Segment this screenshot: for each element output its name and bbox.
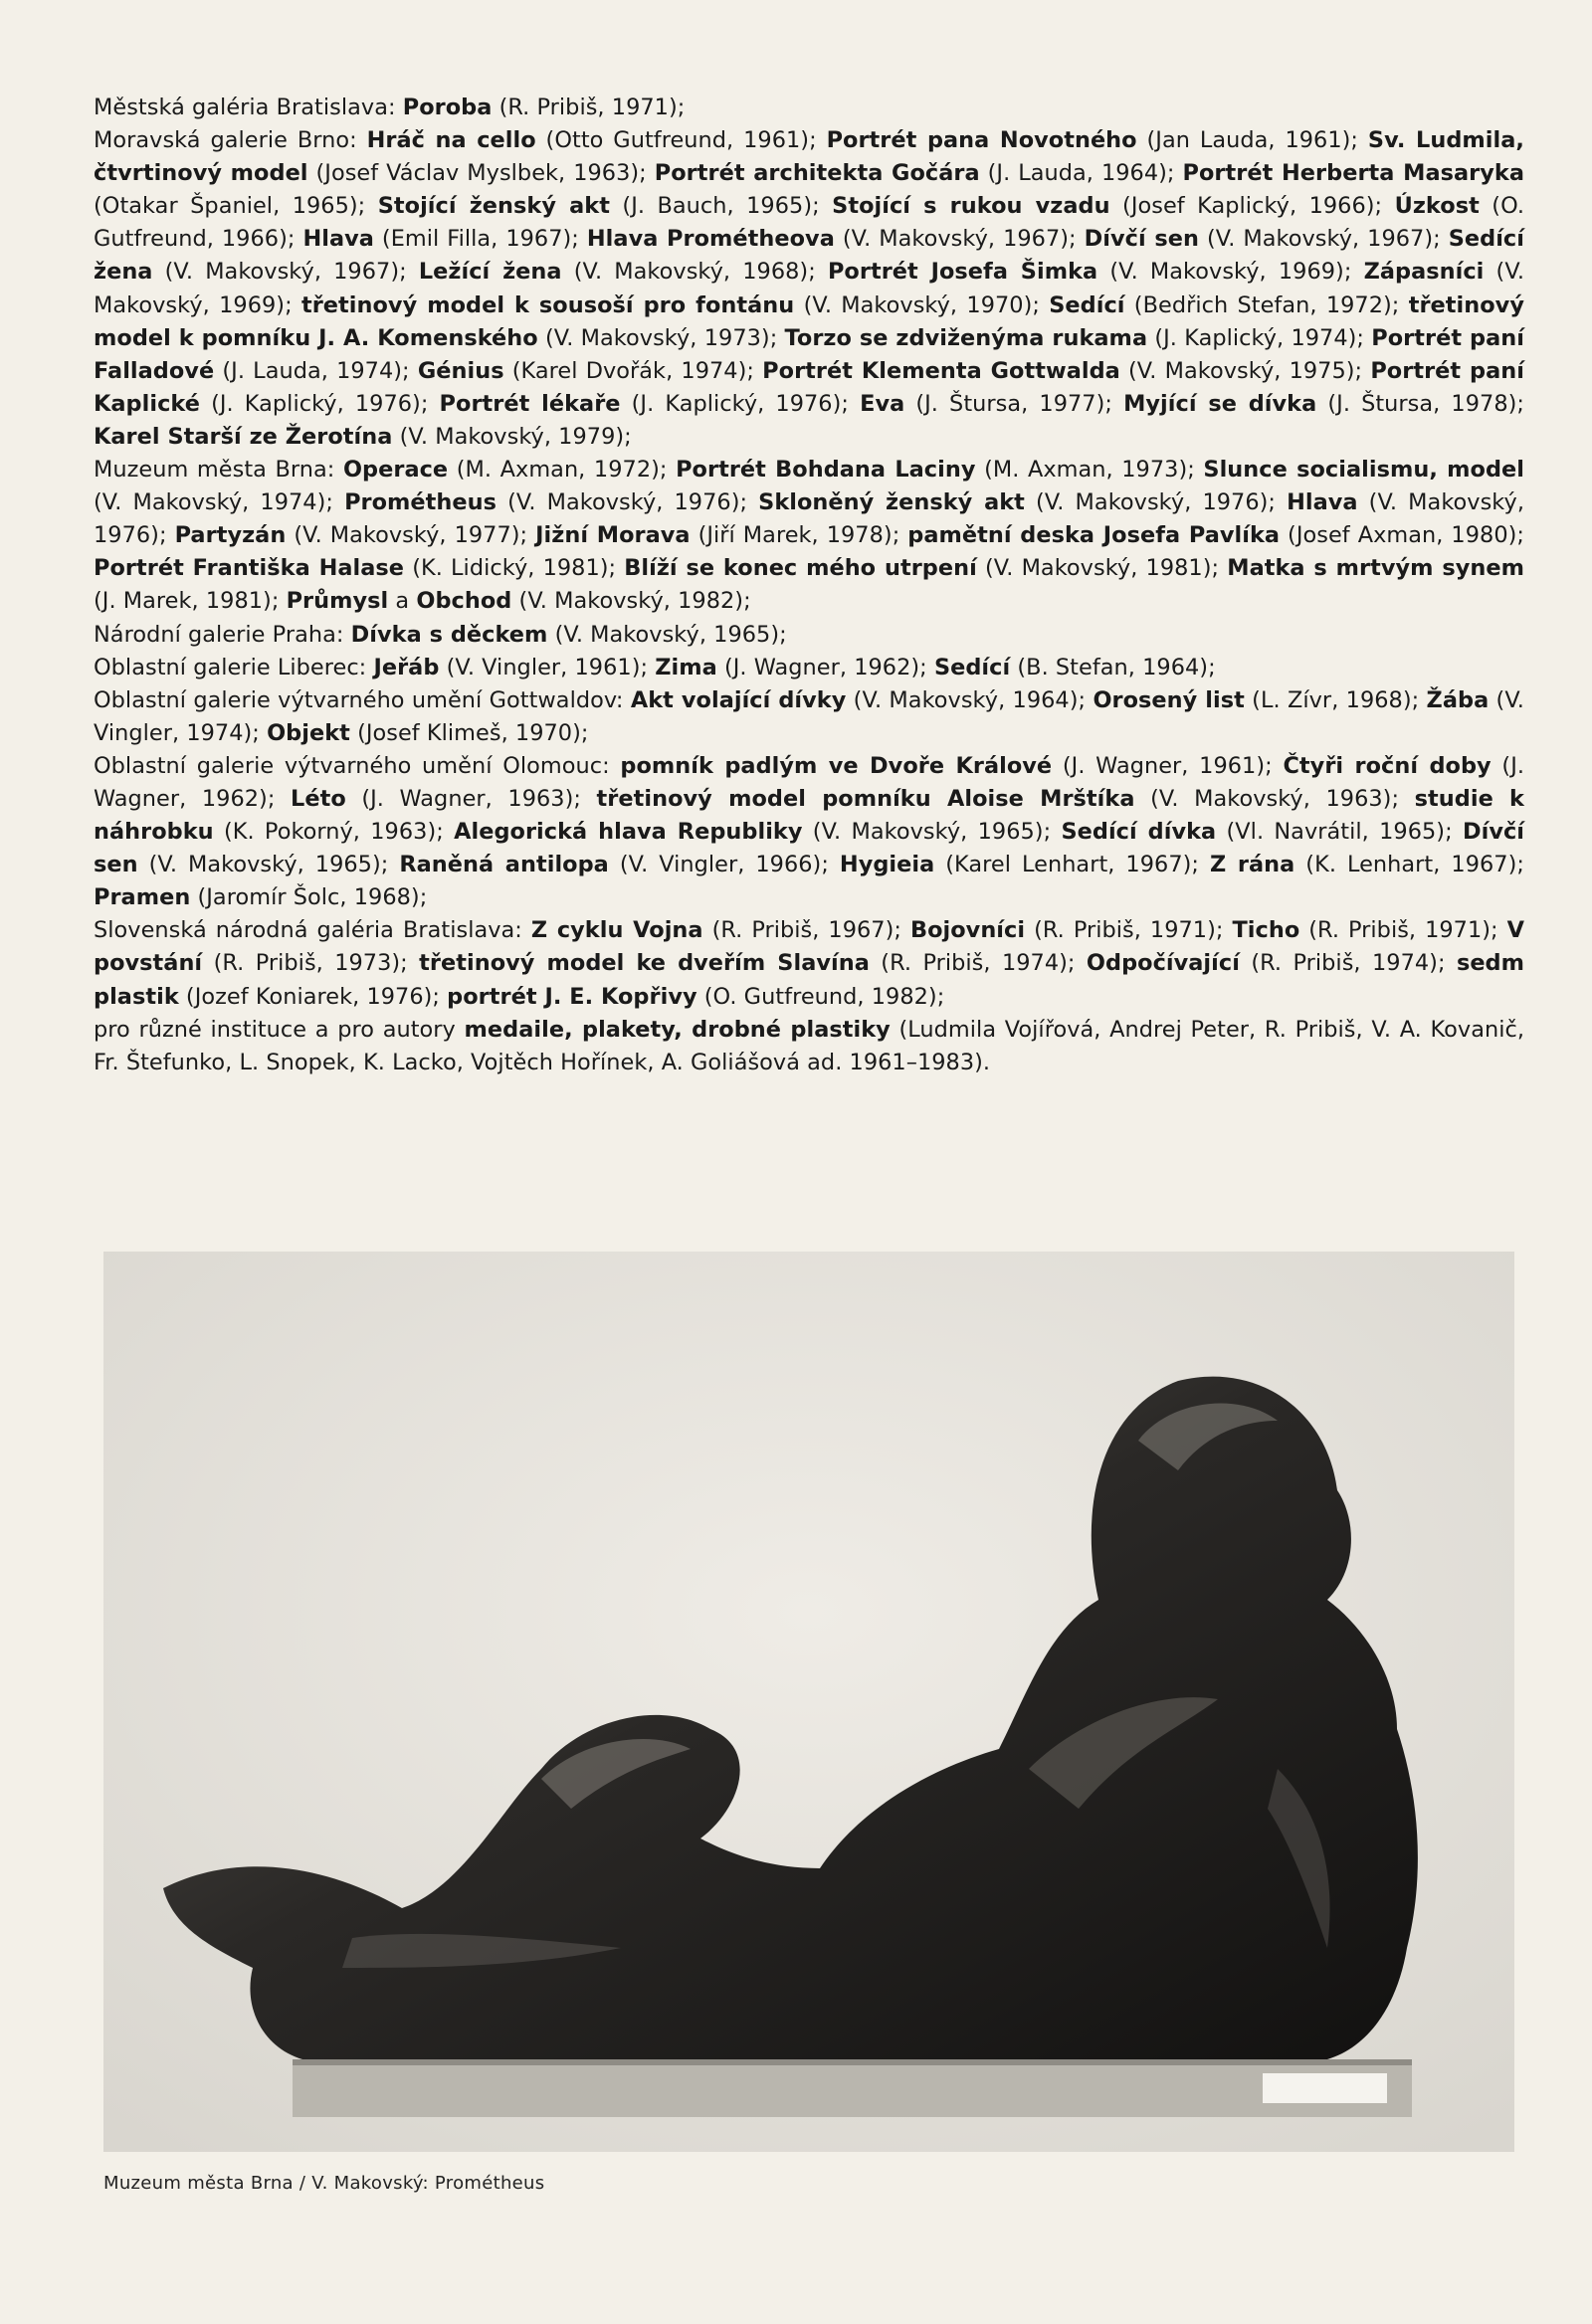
plinth-label — [1263, 2073, 1387, 2103]
entry-text: (V. Makovský, 1976); — [497, 489, 759, 516]
entry-text: Oblastní galerie výtvarného umění Gottwaldov: — [94, 686, 631, 713]
work-title: Raněná antilopa — [399, 852, 609, 878]
entry-text: (J. Kaplický, 1974); — [1147, 324, 1372, 351]
work-title: Portrét Klementa Gottwalda — [762, 357, 1120, 384]
entry-text: (L. Zívr, 1968); — [1244, 686, 1427, 713]
work-title: Operace — [342, 457, 449, 484]
entry-text: (R. Pribiš, 1974); — [1239, 950, 1457, 977]
entry-text: (Otakar Španiel, 1965); — [94, 193, 378, 220]
work-title: Hlava Prométheova — [586, 226, 835, 253]
catalogue-text — [94, 92, 1524, 1079]
work-title: Portrét Františka Halase — [94, 555, 405, 582]
entry-text: (J. Bauch, 1965); — [609, 193, 833, 220]
work-title: Alegorická hlava Republiky — [454, 819, 803, 846]
entry-text: (Jiří Marek, 1978); — [690, 522, 908, 549]
entry-text: (J. Wagner, 1963); — [345, 785, 597, 812]
work-title: Portrét paní Kaplické — [94, 357, 1524, 417]
work-title: Portrét pana Novotného — [826, 127, 1137, 154]
work-title: pamětní deska Josefa Pavlíka — [907, 522, 1281, 549]
entry-text: (Vl. Navrátil, 1965); — [1216, 819, 1463, 846]
entry-text: (R. Pribiš, 1967); — [702, 917, 910, 944]
entry-text: (Ludmila Vojířová, Andrej Peter, R. Pribiš, V. A. Kovanič, Fr. Štefunko, L. Snopek, K. Lacko, Vojtěch Hořínek, A. Goliášová ad. 1961–1983). — [94, 1016, 1524, 1075]
work-title: Z cyklu Vojna — [530, 917, 703, 944]
entry-text: (J. Lauda, 1964); — [979, 160, 1183, 187]
work-title: Portrét Herberta Masaryka — [1182, 160, 1524, 187]
entry-text: (V. Vingler, 1974); — [94, 686, 1524, 746]
work-title: Dívčí sen — [94, 819, 1525, 878]
entry-text: (V. Makovský, 1975); — [1119, 357, 1371, 384]
work-title: medaile, plakety, drobné plastiky — [464, 1016, 891, 1043]
catalogue-entry — [94, 92, 1524, 124]
work-title: Eva — [860, 390, 905, 417]
entry-text: (K. Lenhart, 1967); — [1294, 852, 1524, 878]
work-title: Čtyři roční doby — [1283, 752, 1492, 779]
entry-text: (V. Vingler, 1966); — [608, 852, 840, 878]
entry-text: Oblastní galerie výtvarného umění Olomouc: — [94, 752, 621, 779]
entry-text: (V. Makovský, 1967); — [834, 226, 1085, 253]
work-title: Hlava — [302, 226, 374, 253]
entry-text: (R. Pribiš, 1971); — [1025, 917, 1233, 944]
entry-text: Muzeum města Brna: — [94, 457, 343, 484]
entry-text: (J. Wagner, 1962); — [716, 654, 934, 680]
entry-text: (Otto Gutfreund, 1961); — [535, 127, 827, 154]
work-title: studie k náhrobku — [94, 785, 1524, 846]
entry-text: (Karel Lenhart, 1967); — [934, 852, 1210, 878]
entry-text: (J. Štursa, 1977); — [904, 390, 1124, 417]
photo-caption: Muzeum města Brna / V. Makovský: Prométheus — [103, 2173, 545, 2194]
work-title: Hygieia — [839, 852, 935, 878]
entry-text: (V. Makovský, 1967); — [1198, 226, 1449, 253]
work-title: pomník padlým ve Dvoře Králové — [620, 752, 1053, 779]
entry-text: pro různé instituce a pro autory — [94, 1016, 465, 1043]
work-title: Portrét Bohdana Laciny — [676, 457, 976, 484]
work-title: Ležící žena — [418, 259, 562, 286]
entry-text: (Bedřich Stefan, 1972); — [1124, 291, 1409, 318]
entry-text: (J. Kaplický, 1976); — [200, 390, 440, 417]
work-title: Z rána — [1209, 852, 1295, 878]
entry-text: (Josef Václav Myslbek, 1963); — [307, 160, 655, 187]
entry-text: (V. Makovský, 1970); — [794, 291, 1050, 318]
work-title: Obchod — [416, 588, 512, 615]
entry-text: (V. Makovský, 1965); — [137, 852, 400, 878]
entry-text: (V. Makovský, 1969); — [1097, 259, 1364, 286]
entry-text: Moravská galerie Brno: — [94, 127, 367, 154]
work-title: Myjící se dívka — [1123, 390, 1317, 417]
entry-text: (V. Makovský, 1981); — [976, 555, 1228, 582]
work-title: Stojící s rukou vzadu — [832, 193, 1110, 220]
entry-text: (J. Lauda, 1974); — [214, 357, 418, 384]
catalogue-entry — [94, 914, 1524, 1013]
work-title: Blíží se konec mého utrpení — [624, 555, 977, 582]
entry-text: (R. Pribiš, 1971); — [492, 95, 686, 120]
entry-text: Slovenská národná galéria Bratislava: — [94, 917, 531, 944]
entry-text: (Josef Kaplický, 1966); — [1109, 193, 1395, 220]
work-title: Poroba — [402, 95, 493, 120]
work-title: Akt volající dívky — [630, 686, 847, 713]
entry-text: (K. Pokorný, 1963); — [213, 819, 455, 846]
entry-text: Oblastní galerie Liberec: — [94, 654, 374, 680]
work-title: Objekt — [267, 719, 350, 746]
entry-text: (M. Axman, 1973); — [975, 457, 1204, 484]
entry-text: (J. Kaplický, 1976); — [620, 390, 861, 417]
work-title: Matka s mrtvým synem — [1227, 555, 1524, 582]
work-title: třetinový model ke dveřím Slavína — [419, 950, 870, 977]
work-title: Sedící dívka — [1061, 819, 1217, 846]
entry-text: (V. Makovský, 1973); — [537, 324, 785, 351]
work-title: sedm plastik — [94, 950, 1525, 1010]
work-title: Průmysl — [286, 588, 389, 615]
entry-text: (Josef Axman, 1980); — [1280, 522, 1524, 549]
entry-text: (R. Pribiš, 1974); — [869, 950, 1087, 977]
work-title: Úzkost — [1394, 193, 1480, 220]
entry-text: (V. Makovský, 1976); — [94, 489, 1524, 549]
entry-text: (B. Stefan, 1964); — [1010, 654, 1216, 680]
catalogue-entry — [94, 652, 1524, 684]
work-title: Partyzán — [174, 522, 287, 549]
entry-text: (V. Makovský, 1976); — [1024, 489, 1288, 516]
work-title: Stojící ženský akt — [377, 193, 610, 220]
work-title: Sv. Ludmila, čtvrtinový model — [94, 127, 1524, 187]
work-title: Prométheus — [344, 489, 498, 516]
work-title: Portrét lékaře — [439, 390, 621, 417]
entry-text: (M. Axman, 1972); — [448, 457, 677, 484]
entry-text: (Josef Klimeš, 1970); — [349, 719, 589, 746]
entry-text: (O. Gutfreund, 1982); — [696, 983, 945, 1010]
work-title: Zápasníci — [1363, 259, 1485, 286]
work-title: Torzo se zdviženýma rukama — [784, 324, 1148, 351]
work-title: Bojovníci — [909, 917, 1026, 944]
entry-text: (V. Makovský, 1964); — [846, 686, 1094, 713]
work-title: Karel Starší ze Žerotína — [94, 423, 393, 450]
work-title: Portrét architekta Gočára — [654, 160, 980, 187]
entry-text: (J. Wagner, 1961); — [1052, 752, 1284, 779]
catalogue-entry — [94, 619, 1524, 652]
catalogue-entry — [94, 124, 1524, 454]
entry-text: (V. Makovský, 1974); — [94, 489, 345, 516]
work-title: Slunce socialismu, model — [1203, 457, 1524, 484]
entry-text: (V. Makovský, 1969); — [94, 259, 1524, 318]
catalogue-entry — [94, 684, 1524, 750]
entry-text: (K. Lidický, 1981); — [404, 555, 625, 582]
work-title: Dívčí sen — [1084, 226, 1199, 253]
work-title: Sedící — [933, 654, 1011, 680]
entry-text: a — [388, 588, 417, 615]
work-title: Ticho — [1232, 917, 1300, 944]
entry-text: (Jozef Koniarek, 1976); — [178, 983, 448, 1010]
work-title: Zima — [655, 654, 717, 680]
work-title: Portrét Josefa Šimka — [827, 259, 1098, 286]
work-title: Jeřáb — [373, 654, 440, 680]
entry-text: (Jaromír Šolc, 1968); — [190, 884, 428, 911]
work-title: Žába — [1426, 686, 1490, 713]
work-title: Odpočívající — [1086, 950, 1240, 977]
work-title: třetinový model pomníku Aloise Mrštíka — [596, 785, 1135, 812]
entry-text: (V. Makovský, 1977); — [286, 522, 536, 549]
entry-text: (R. Pribiš, 1971); — [1299, 917, 1507, 944]
catalogue-entry — [94, 750, 1524, 914]
work-title: V povstání — [94, 917, 1525, 977]
entry-text: (V. Makovský, 1979); — [392, 423, 632, 450]
work-title: Sedící žena — [94, 226, 1524, 286]
prometheus-sculpture-image — [103, 1252, 1514, 2152]
work-title: Orosený list — [1093, 686, 1245, 713]
work-title: třetinový model k sousoší pro fontánu — [300, 291, 795, 318]
entry-text: (V. Vingler, 1961); — [439, 654, 656, 680]
work-title: Génius — [417, 357, 504, 384]
entry-text: Městská galéria Bratislava: — [94, 95, 403, 120]
entry-text: (V. Makovský, 1963); — [1134, 785, 1415, 812]
work-title: Hlava — [1287, 489, 1358, 516]
entry-text: (Jan Lauda, 1961); — [1136, 127, 1368, 154]
work-title: Hráč na cello — [366, 127, 536, 154]
work-title: Portrét paní Falladové — [94, 324, 1524, 384]
work-title: třetinový model k pomníku J. A. Komenského — [94, 291, 1524, 351]
work-title: portrét J. E. Kopřivy — [447, 983, 697, 1010]
entry-text: (Emil Filla, 1967); — [373, 226, 587, 253]
work-title: Pramen — [94, 884, 191, 911]
entry-text: (V. Makovský, 1967); — [152, 259, 419, 286]
work-title: Dívka s děckem — [350, 621, 548, 648]
entry-text: (V. Makovský, 1968); — [561, 259, 828, 286]
work-title: Léto — [291, 785, 346, 812]
entry-text: (J. Wagner, 1962); — [94, 752, 1525, 812]
entry-text: (V. Makovský, 1982); — [511, 588, 751, 615]
entry-text: (Karel Dvořák, 1974); — [503, 357, 763, 384]
catalogue-entry — [94, 454, 1524, 618]
work-title: Skloněný ženský akt — [758, 489, 1025, 516]
entry-text: Národní galerie Praha: — [94, 621, 351, 648]
entry-text: (V. Makovský, 1965); — [802, 819, 1062, 846]
entry-text: (V. Makovský, 1965); — [547, 621, 787, 648]
entry-text: (J. Štursa, 1978); — [1316, 390, 1524, 417]
sculpture-photo — [103, 1252, 1514, 2152]
entry-text: (O. Gutfreund, 1966); — [94, 193, 1525, 253]
entry-text: (J. Marek, 1981); — [94, 588, 287, 615]
catalogue-entry — [94, 1014, 1524, 1079]
work-title: Sedící — [1049, 291, 1125, 318]
work-title: Jižní Morava — [535, 522, 691, 549]
entry-text: (R. Pribiš, 1973); — [202, 950, 420, 977]
